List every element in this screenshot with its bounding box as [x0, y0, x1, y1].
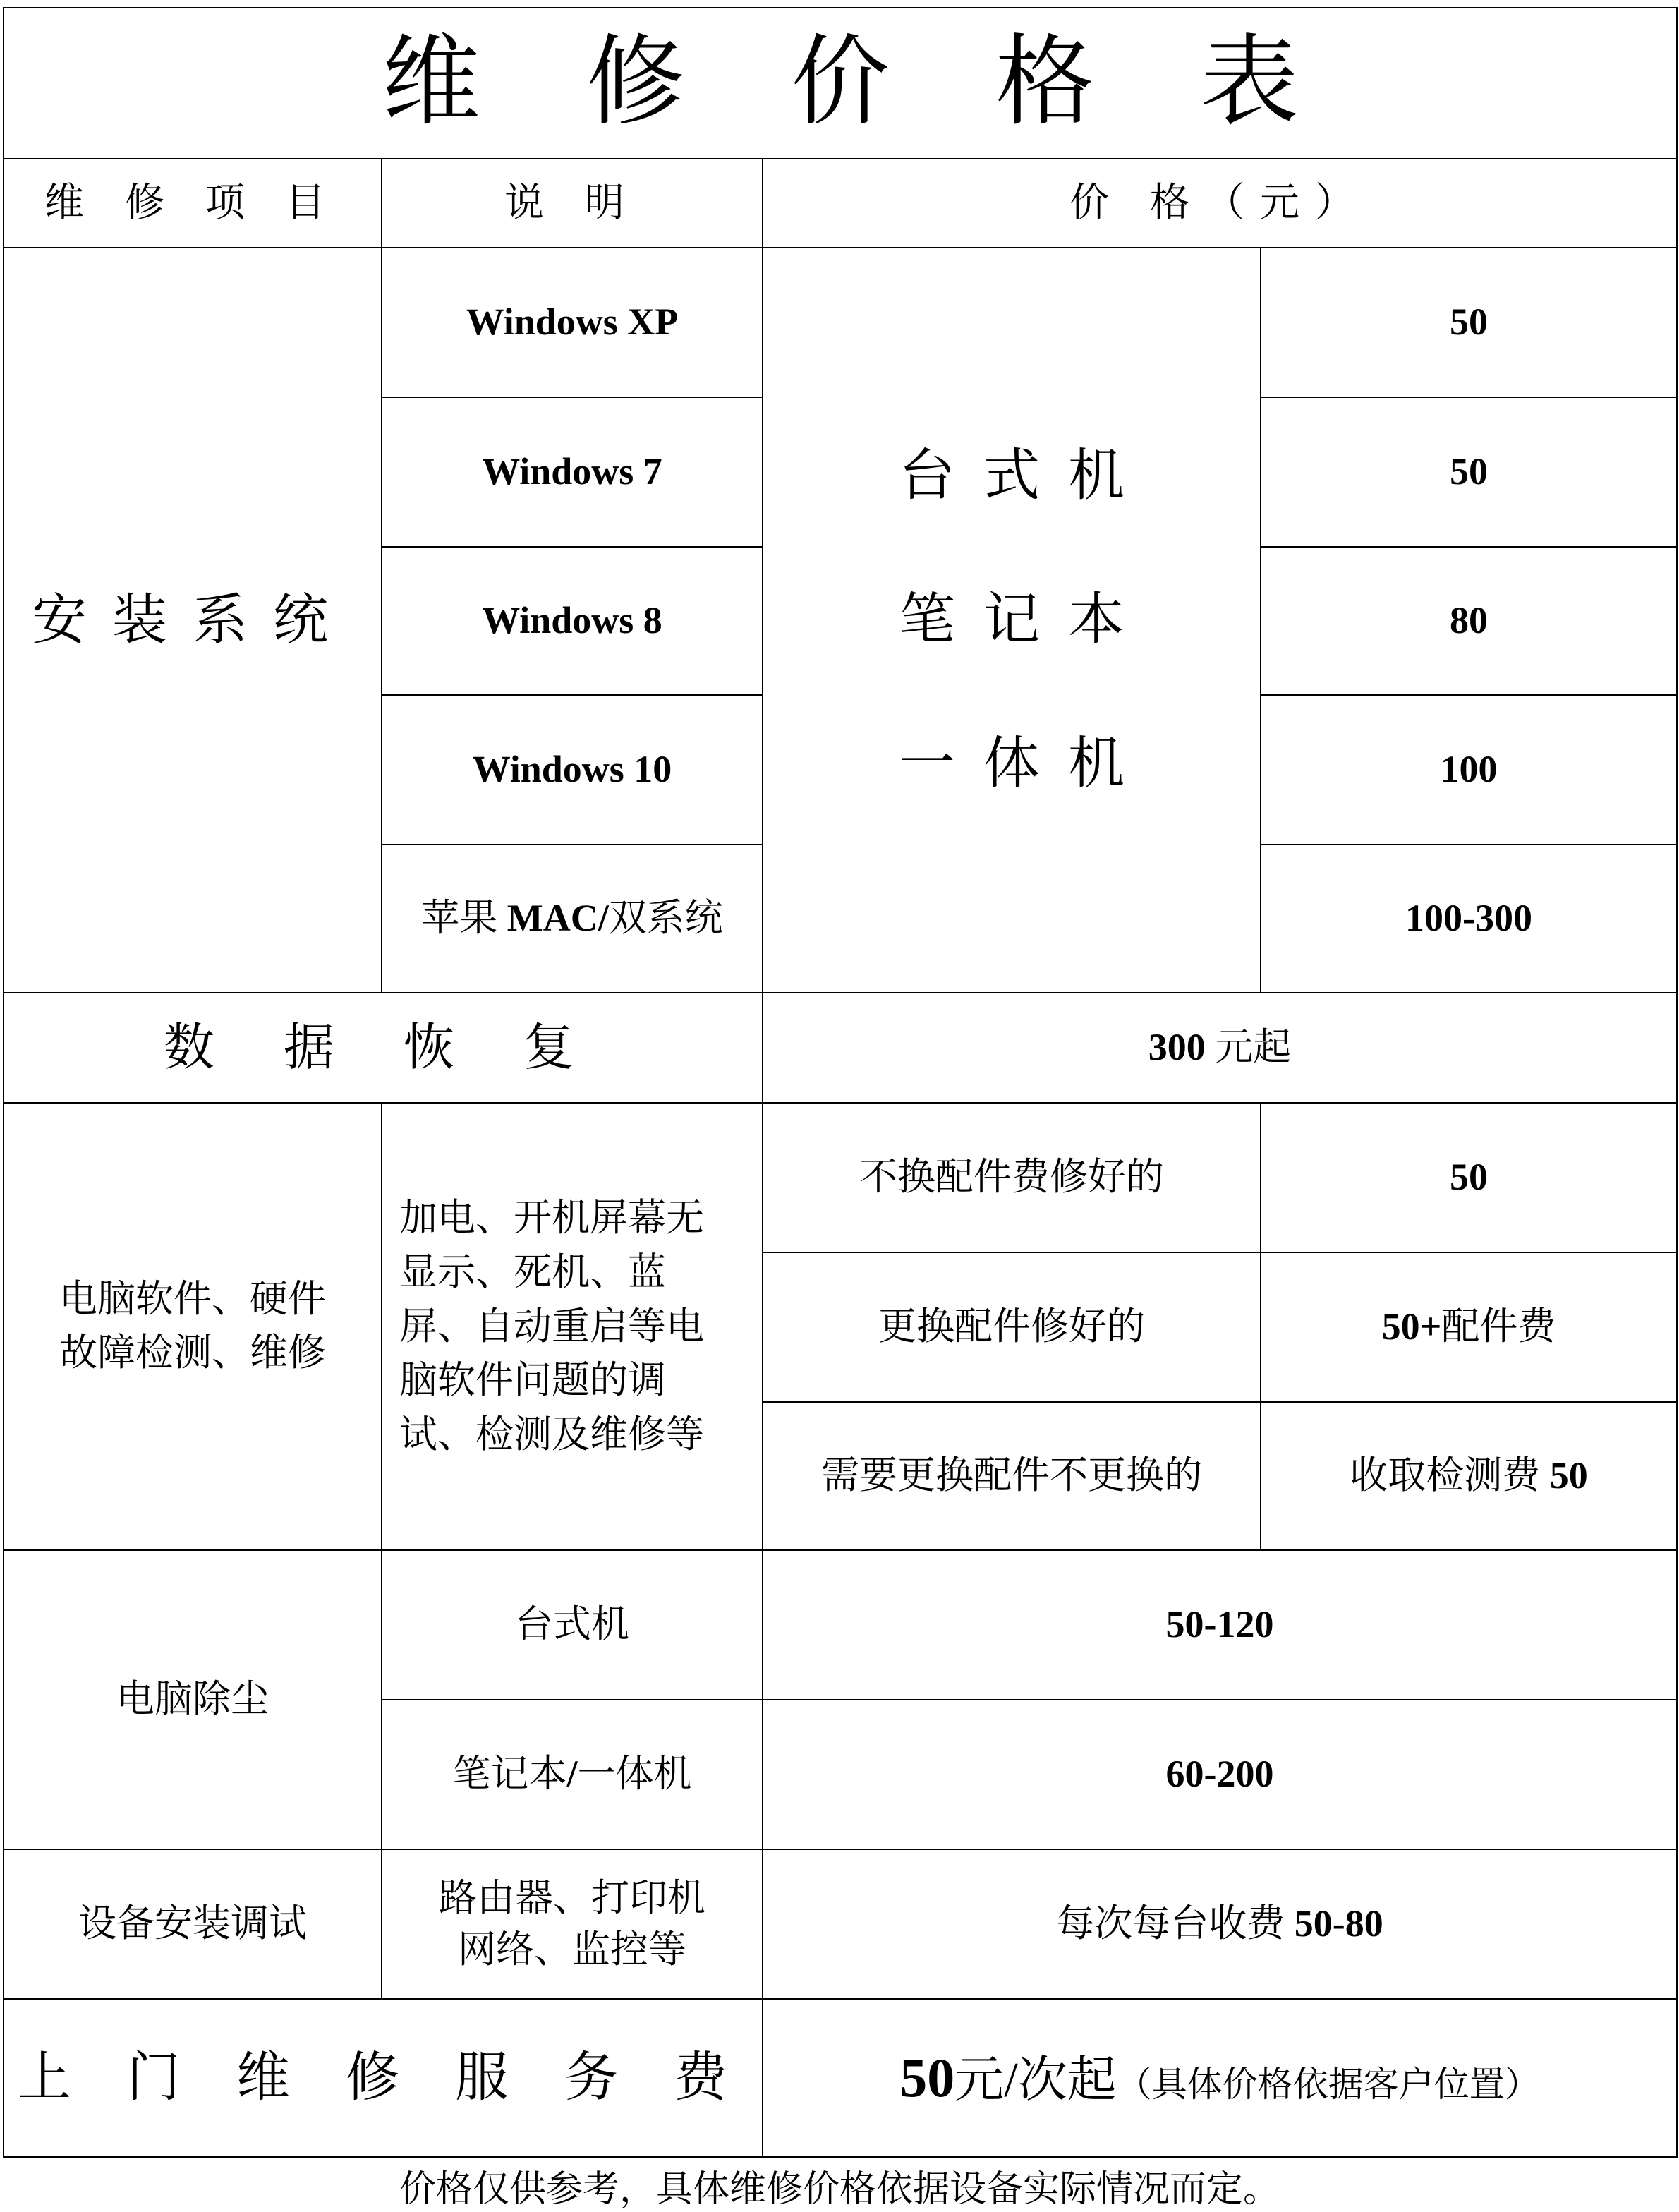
repair-case: 需要更换配件不更换的	[762, 1401, 1261, 1551]
dust-desc: 台式机	[381, 1549, 763, 1700]
device-install-item: 设备安装调试	[3, 1849, 382, 2000]
device-allinone: 一体机	[899, 733, 1153, 795]
install-price: 100	[1260, 694, 1678, 845]
footer-note: 价格仅供参考，具体维修价格依据设备实际情况而定。	[399, 2170, 1280, 2210]
page-title	[3, 7, 1678, 159]
repair-price: 50+配件费	[1260, 1252, 1678, 1403]
repair-desc: 加电、开机屏幕无显示、死机、蓝屏、自动重启等电脑软件问题的调试、检测及维修等	[381, 1102, 763, 1551]
repair-case: 不换配件费修好的	[762, 1102, 1261, 1253]
repair-item: 电脑软件、硬件故障检测、维修	[3, 1102, 382, 1551]
device-install-price: 每次每台收费 50-80	[762, 1849, 1678, 2000]
onsite-price: 50元/次起（具体价格依据客户位置）	[762, 1998, 1678, 2158]
dust-price: 50-120	[762, 1549, 1678, 1700]
device-desktop: 台式机	[899, 445, 1153, 507]
device-install-desc: 路由器、打印机网络、监控等	[381, 1849, 763, 2000]
install-devices	[762, 247, 1261, 993]
dust-desc: 笔记本/一体机	[381, 1699, 763, 1850]
header-item: 维 修 项 目	[3, 158, 382, 248]
repair-case: 更换配件修好的	[762, 1252, 1261, 1403]
repair-price: 50	[1260, 1102, 1678, 1253]
install-desc: Windows 7	[381, 397, 763, 548]
install-price: 50	[1260, 247, 1678, 398]
install-desc: Windows XP	[381, 247, 763, 398]
install-price: 50	[1260, 397, 1678, 548]
dust-price: 60-200	[762, 1699, 1678, 1850]
onsite-item: 上 门 维 修 服 务 费	[3, 1998, 763, 2158]
header-desc: 说 明	[381, 158, 763, 248]
dust-item: 电脑除尘	[3, 1549, 382, 1850]
device-laptop: 笔记本	[899, 589, 1153, 651]
data-recovery-item: 数 据 恢 复	[3, 992, 763, 1104]
install-price: 100-300	[1260, 844, 1678, 993]
install-desc: 苹果 MAC/双系统	[381, 844, 763, 993]
header-price: 价 格（元）	[762, 158, 1678, 248]
install-price: 80	[1260, 546, 1678, 696]
install-desc: Windows 10	[381, 694, 763, 845]
data-recovery-price: 300 元起	[762, 992, 1678, 1104]
install-item: 安装系统	[3, 247, 382, 993]
title-text: 维修价格表	[381, 28, 1405, 138]
repair-price: 收取检测费 50	[1260, 1401, 1678, 1551]
install-desc: Windows 8	[381, 546, 763, 696]
